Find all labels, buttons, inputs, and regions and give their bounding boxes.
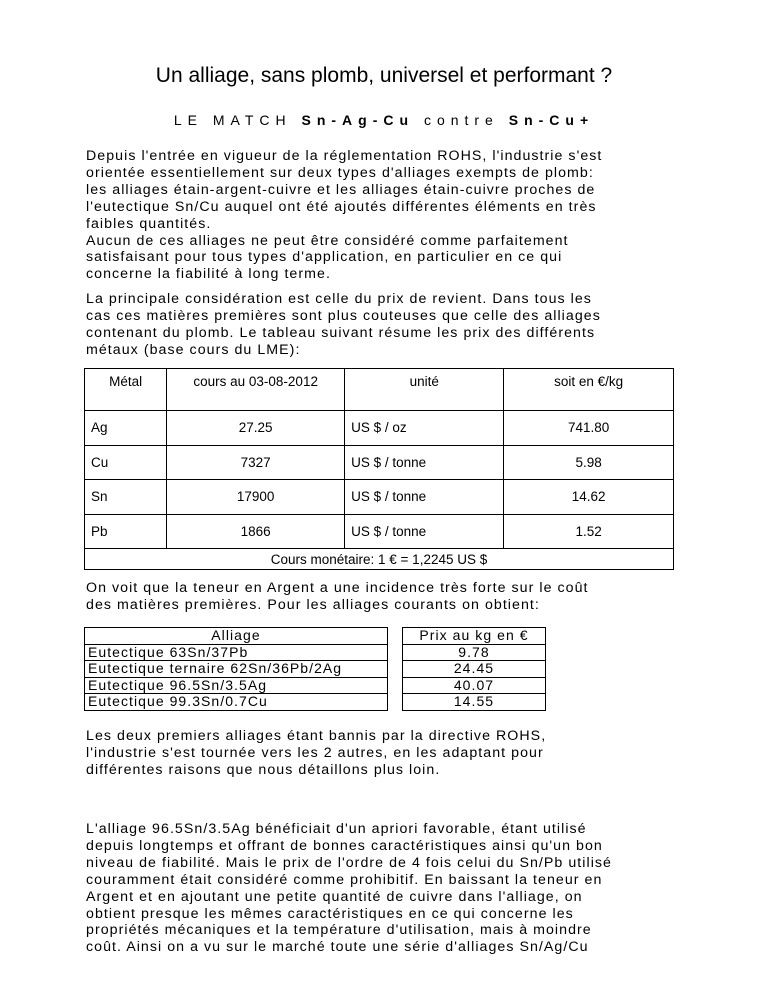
text-line: niveau de fiabilité. Mais le prix de l'ordre de 4 fois celui du Sn/Pb utilisé	[86, 854, 612, 871]
table-row	[85, 480, 674, 515]
cell-alloy: Eutectique ternaire 62Sn/36Pb/2Ag	[85, 661, 388, 678]
text-line: obtient presque les mêmes caractéristiques en ce qui concerne les	[86, 905, 574, 922]
cell-unit: US $ / tonne	[345, 514, 504, 549]
text-line: coût. Ainsi on a vu sur le marché toute une série d'alliages Sn/Ag/Cu	[86, 939, 589, 956]
cell-unit: US $ / tonne	[345, 480, 504, 515]
text-line: On voit que la teneur en Argent a une incidence très forte sur le coût	[86, 580, 589, 596]
table-header-row	[85, 369, 674, 411]
header-cell-unit: unité	[345, 369, 504, 411]
paragraph-rohs	[86, 728, 686, 779]
subtitle-middle: contre	[423, 112, 499, 128]
cell-alloy: Eutectique 63Sn/37Pb	[85, 644, 388, 661]
cell-price-eur: 741.80	[504, 411, 674, 446]
paragraph-cost	[86, 291, 686, 359]
text-line: depuis longtemps et offrant de bonnes caractéristiques ainsi qu'un bon	[86, 837, 603, 854]
text-line: l'eutectique Sn/Cu auquel ont été ajoutés différentes éléments en très	[86, 198, 597, 215]
header-cell-alloy: Alliage	[85, 628, 388, 645]
header-cell-metal: Métal	[85, 369, 167, 411]
cell-price: 14.55	[403, 694, 546, 711]
table-row	[85, 644, 546, 661]
cell-cours: 27.25	[167, 411, 345, 446]
metal-price-table	[84, 368, 674, 570]
text-line: différentes raisons que nous détaillons plus loin.	[86, 761, 441, 778]
exchange-rate-note: Cours monétaire: 1 € = 1,2245 US $	[85, 549, 674, 570]
text-line: métaux (base cours du LME):	[86, 341, 301, 358]
text-line: Les deux premiers alliages étant bannis par la directive ROHS,	[86, 728, 547, 744]
cell-price-eur: 14.62	[504, 480, 674, 515]
paragraph-snag-alloy	[86, 821, 686, 956]
text-line: concerne la fiabilité à long terme.	[86, 266, 331, 283]
paragraph-intro	[86, 148, 686, 283]
cell-metal: Cu	[85, 445, 167, 480]
alloy-price-table	[84, 627, 546, 711]
text-line: des matières premières. Pour les alliages courants on obtient:	[86, 596, 540, 613]
paragraph-silver-impact	[86, 580, 686, 614]
text-line: cas ces matières premières sont plus couteuses que celle des alliages	[86, 307, 601, 324]
text-line: couramment était considéré comme prohibitif. En baissant la teneur en	[86, 871, 603, 888]
table-row	[85, 694, 546, 711]
cell-cours: 1866	[167, 514, 345, 549]
cell-alloy: Eutectique 96.5Sn/3.5Ag	[85, 677, 388, 694]
subtitle-prefix: LE MATCH	[173, 112, 292, 128]
header-cell-cours: cours au 03-08-2012	[167, 369, 345, 411]
text-line: faibles quantités.	[86, 215, 212, 232]
text-line: contenant du plomb. Le tableau suivant résume les prix des différents	[86, 324, 596, 341]
text-line: Aucun de ces alliages ne peut être considéré comme parfaitement	[86, 232, 569, 249]
cell-cours: 17900	[167, 480, 345, 515]
cell-cours: 7327	[167, 445, 345, 480]
text-line: L'alliage 96.5Sn/3.5Ag bénéficiait d'un apriori favorable, étant utilisé	[86, 821, 587, 837]
cell-price: 40.07	[403, 677, 546, 694]
text-line: les alliages étain-argent-cuivre et les alliages étain-cuivre proches de	[86, 181, 596, 198]
text-line: l'industrie s'est tournée vers les 2 autres, en les adaptant pour	[86, 744, 544, 761]
cell-price: 24.45	[403, 661, 546, 678]
table-footer-row	[85, 549, 674, 570]
cell-metal: Sn	[85, 480, 167, 515]
text-line: orientée essentiellement sur deux types d'alliages exempts de plomb:	[86, 164, 594, 181]
table-header-row	[85, 628, 546, 645]
cell-metal: Ag	[85, 411, 167, 446]
document-subtitle	[0, 112, 768, 128]
document-title: Un alliage, sans plomb, universel et performant ?	[155, 64, 613, 87]
text-line: satisfaisant pour tous types d'application, en particulier en ce qui	[86, 249, 563, 266]
cell-price: 9.78	[403, 644, 546, 661]
header-cell-price-eur: soit en €/kg	[504, 369, 674, 411]
text-line: Depuis l'entrée en vigueur de la réglementation ROHS, l'industrie s'est	[86, 148, 603, 164]
text-line: La principale considération est celle du prix de revient. Dans tous les	[86, 291, 592, 307]
subtitle-alloy-1: Sn-Ag-Cu	[301, 112, 415, 128]
text-line: propriétés mécaniques et la température d'utilisation, mais à moindre	[86, 922, 592, 939]
cell-unit: US $ / oz	[345, 411, 504, 446]
table-row	[85, 445, 674, 480]
cell-unit: US $ / tonne	[345, 445, 504, 480]
table-row	[85, 514, 674, 549]
header-cell-price: Prix au kg en €	[403, 628, 546, 645]
cell-price-eur: 1.52	[504, 514, 674, 549]
subtitle-alloy-2: Sn-Cu+	[508, 112, 595, 128]
cell-metal: Pb	[85, 514, 167, 549]
table-row	[85, 411, 674, 446]
cell-alloy: Eutectique 99.3Sn/0.7Cu	[85, 694, 388, 711]
table-row	[85, 677, 546, 694]
table-row	[85, 661, 546, 678]
text-line: Argent et en ajoutant une petite quantité de cuivre dans l'alliage, on	[86, 888, 583, 905]
cell-price-eur: 5.98	[504, 445, 674, 480]
